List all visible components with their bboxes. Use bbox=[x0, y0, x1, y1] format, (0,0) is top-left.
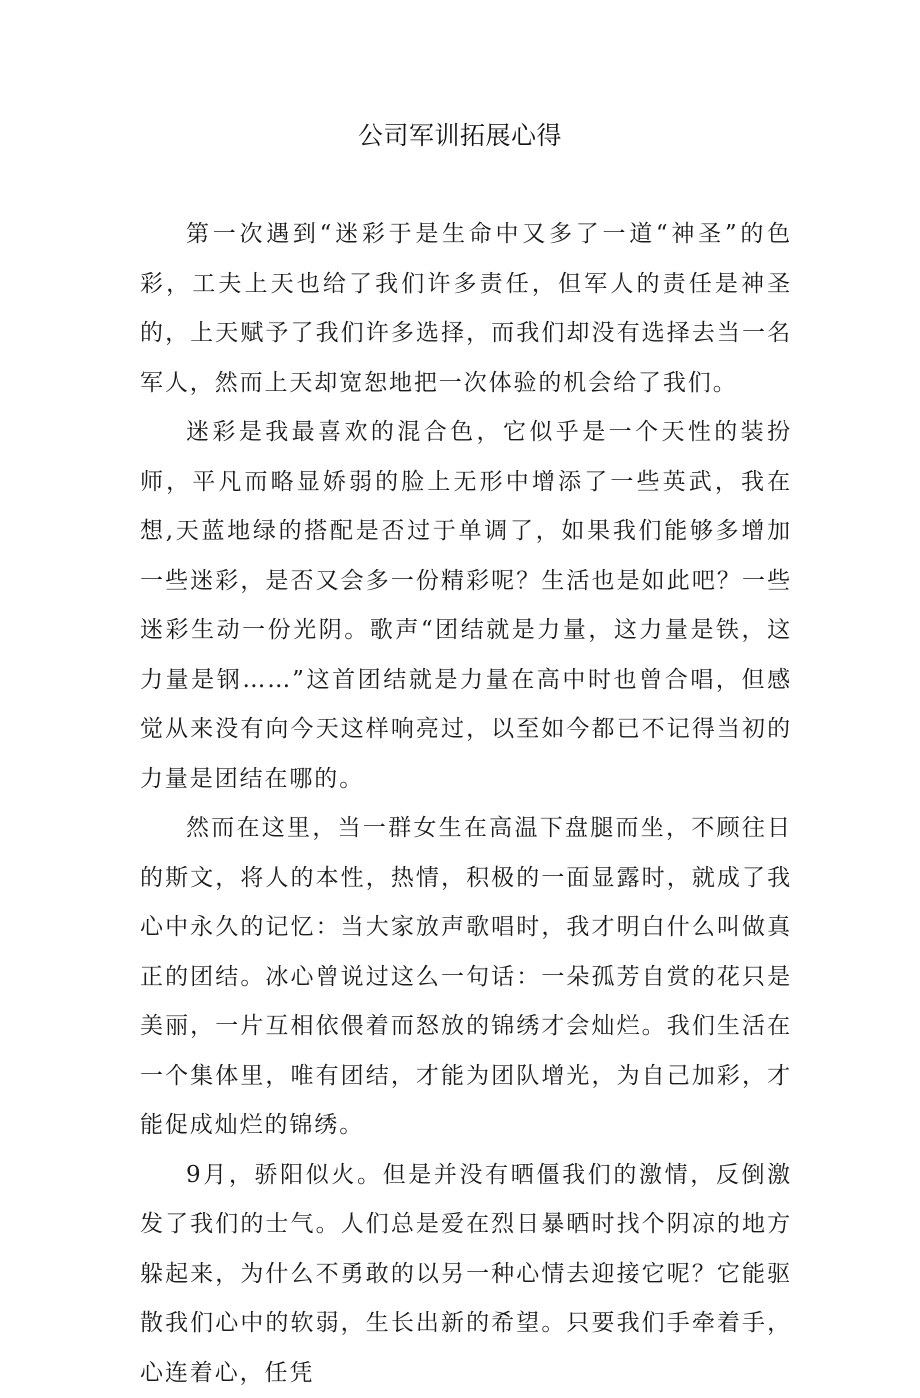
document-title: 公司军训拓展心得 bbox=[0, 116, 920, 156]
paragraph-1: 第一次遇到“迷彩于是生命中又多了一道“神圣”的色彩，工夫上天也给了我们许多责任，但军人的责任是神圣的，上天赋予了我们许多选择，而我们却没有选择去当一名军人，然而上天却宽恕地把一次体验的机会给了我们。 bbox=[140, 210, 792, 408]
paragraph-2: 迷彩是我最喜欢的混合色，它似乎是一个天性的装扮师，平凡而略显娇弱的脸上无形中增添了一些英武，我在想,天蓝地绿的搭配是否过于单调了，如果我们能够多增加一些迷彩，是否又会多一份精彩呢？生活也是如此吧？一些迷彩生动一份光阴。歌声“团结就是力量，这力量是铁，这力量是钢……”这首团结就是力量在高中时也曾合唱，但感觉从来没有向今天这样响亮过，以至如今都已不记得当初的力量是团结在哪的。 bbox=[140, 408, 792, 804]
paragraph-3: 然而在这里，当一群女生在高温下盘腿而坐，不顾往日的斯文，将人的本性，热情，积极的一面显露时，就成了我心中永久的记忆：当大家放声歌唱时，我才明白什么叫做真正的团结。冰心曾说过这么一句话：一朵孤芳自赏的花只是美丽，一片互相依偎着而怒放的锦绣才会灿烂。我们生活在一个集体里，唯有团结，才能为团队增光，为自己加彩，才能促成灿烂的锦绣。 bbox=[140, 804, 792, 1151]
document-body bbox=[140, 210, 792, 1398]
paragraph-4: 9月，骄阳似火。但是并没有晒僵我们的激情，反倒激发了我们的士气。人们总是爱在烈日暴晒时找个阴凉的地方躲起来，为什么不勇敢的以另一种心情去迎接它呢？它能驱散我们心中的软弱，生长出新的希望。只要我们手牵着手，心连着心，任凭 bbox=[140, 1151, 792, 1398]
